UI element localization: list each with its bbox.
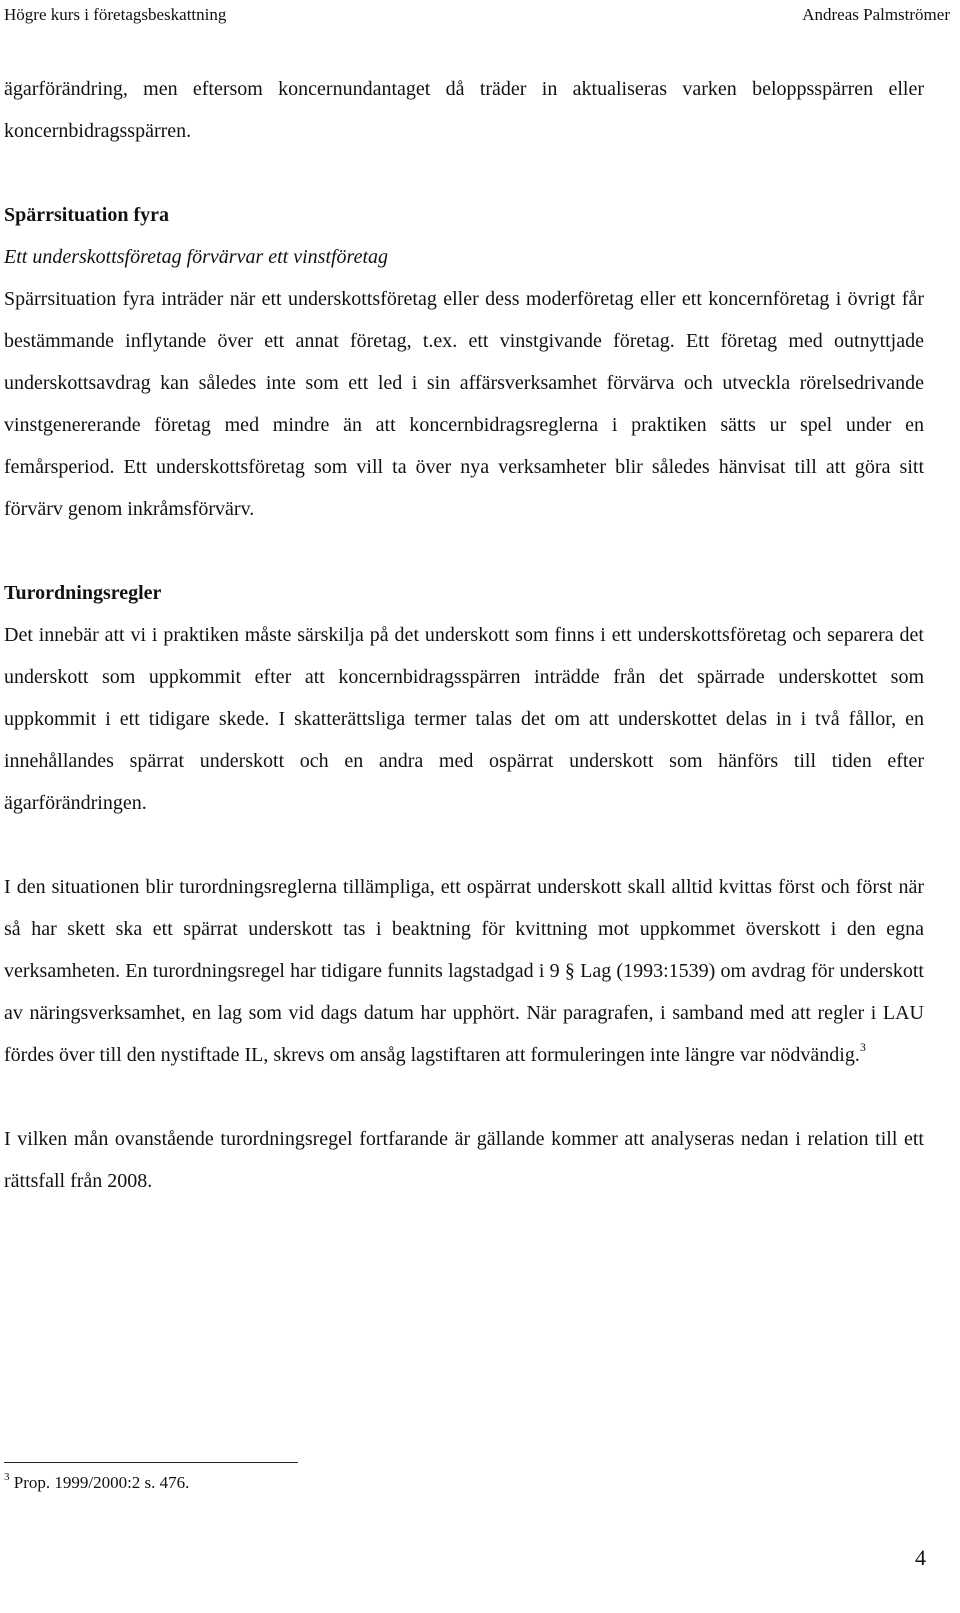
paragraph-turordningsregler: Det innebär att vi i praktiken måste särskilja på det underskott som finns i ett underskottsföretag och separera det underskott som uppkommit efter att koncernbidragsspärren inträdde från det spärrade underskottet som uppkommit i ett tidigare skede. I skatterättsliga termer talas det om att underskottet delas in i två fållor, en innehållandes spärrat underskott och en andra med ospärrat underskott som hänförs till tiden efter ägarförändringen. (4, 624, 924, 814)
paragraph-analysis-intro: I vilken mån ovanstående turordningsregel fortfarande är gällande kommer att analyseras nedan i relation till ett rättsfall från 2008. (4, 1128, 924, 1192)
spacer (4, 1076, 924, 1118)
footnote-marker: 3 (4, 1471, 10, 1483)
header-course-title: Högre kurs i företagsbeskattning (4, 5, 227, 24)
footnote (4, 1470, 189, 1496)
footnote-divider (4, 1462, 298, 1463)
paragraph-continued: ägarförändring, men eftersom koncernundantaget då träder in aktualiseras varken beloppsspärren eller koncernbidragsspärren. (4, 78, 924, 142)
spacer (4, 824, 924, 866)
spacer (4, 530, 924, 572)
paragraph-sparrsituation-fyra: Spärrsituation fyra inträder när ett underskottsföretag eller dess moderföretag eller ett koncernföretag i övrigt får bestämmande inflytande över ett annat företag, t.ex. ett vinstgivande företag. Ett företag med outnyttjade underskottsavdrag kan således inte som ett led i sin affärsverksamhet förvärva och utveckla rörelsedrivande vinstgenererande företag med mindre än att koncernbidragsreglerna i praktiken sätts ur spel under en femårsperiod. Ett underskottsföretag som vill ta över nya verksamheter blir således hänvisat till att göra sitt förvärv genom inkråmsförvärv. (4, 288, 924, 520)
paragraph-turordning-situation (4, 866, 924, 1076)
document-body (4, 68, 924, 1202)
paragraph-text: I den situationen blir turordningsreglerna tillämpliga, ett ospärrat underskott skall alltid kvittas först och först när så har skett ska ett spärrat underskott tas i beaktning för kvittning mot uppkommet överskott i den egna verksamheten. En turordningsregel har tidigare funnits lagstadgad i 9 § Lag (1993:1539) om avdrag för underskott av näringsverksamhet, en lag som vid dags datum har upphört. När paragrafen, i samband med att regler i LAU fördes över till den nystiftade IL, skrevs om ansåg lagstiftaren att formuleringen inte längre var nödvändig. (4, 876, 924, 1066)
footnote-text: Prop. 1999/2000:2 s. 476. (13, 1473, 190, 1492)
page-header (4, 2, 950, 28)
section-heading-turordningsregler: Turordningsregler (4, 582, 162, 604)
section-heading-sparrsituation-fyra: Spärrsituation fyra (4, 204, 169, 226)
footnote-reference[interactable]: 3 (859, 1040, 866, 1054)
section-subheading: Ett underskottsföretag förvärvar ett vinstföretag (4, 246, 389, 268)
header-author: Andreas Palmströmer (802, 5, 950, 24)
spacer (4, 152, 924, 194)
page-number: 4 (915, 1545, 926, 1570)
